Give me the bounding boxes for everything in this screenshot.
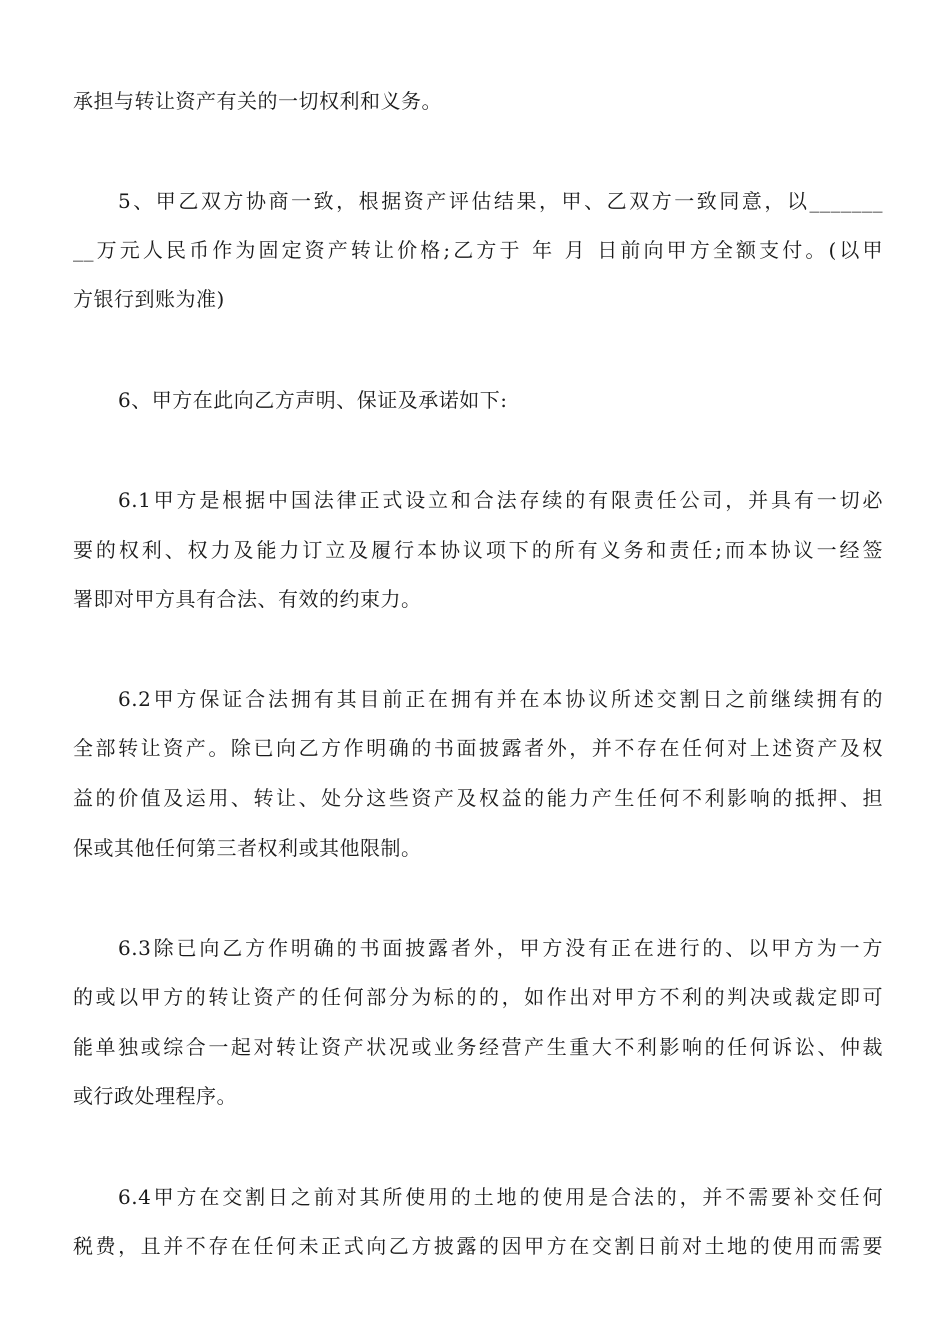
clause-6-1-line-1: 6.1甲方是根据中国法律正式设立和合法存续的有限责任公司，并具有一切必 xyxy=(118,488,883,512)
clause-6-4-line-2: 税费，且并不存在任何未正式向乙方披露的因甲方在交割日前对土地的使用而需要 xyxy=(73,1234,883,1258)
clause-6-2-line-1: 6.2甲方保证合法拥有其目前正在拥有并在本协议所述交割日之前继续拥有的 xyxy=(118,687,883,711)
clause-6-1-line-3: 署即对甲方具有合法、有效的约束力。 xyxy=(73,587,422,611)
clause-6-1-line-2: 要的权利、权力及能力订立及履行本协议项下的所有义务和责任;而本协议一经签 xyxy=(73,538,883,562)
clause-5-line-2: __万元人民币作为固定资产转让价格;乙方于 年 月 日前向甲方全额支付。(以甲 xyxy=(73,238,883,262)
clause-5-line-3: 方银行到账为准) xyxy=(73,287,225,311)
clause-6-3-line-4: 或行政处理程序。 xyxy=(73,1084,237,1108)
clause-6-3-line-2: 的或以甲方的转让资产的任何部分为标的的，如作出对甲方不利的判决或裁定即可 xyxy=(73,985,883,1009)
clause-6-2-line-4: 保或其他任何第三者权利或其他限制。 xyxy=(73,836,422,860)
clause-5-line-1: 5、甲乙双方协商一致，根据资产评估结果，甲、乙双方一致同意，以_______ xyxy=(118,189,883,213)
clause-6-2-line-2: 全部转让资产。除已向乙方作明确的书面披露者外，并不存在任何对上述资产及权 xyxy=(73,736,883,760)
text-line-1: 承担与转让资产有关的一切权利和义务。 xyxy=(73,89,442,113)
clause-6-heading: 6、甲方在此向乙方声明、保证及承诺如下: xyxy=(118,388,508,412)
clause-6-2-line-3: 益的价值及运用、转让、处分这些资产及权益的能力产生任何不利影响的抵押、担 xyxy=(73,786,883,810)
clause-6-3-line-3: 能单独或综合一起对转让资产状况或业务经营产生重大不利影响的任何诉讼、仲裁 xyxy=(73,1035,883,1059)
clause-6-3-line-1: 6.3除已向乙方作明确的书面披露者外，甲方没有正在进行的、以甲方为一方 xyxy=(118,936,883,960)
clause-6-4-line-1: 6.4甲方在交割日之前对其所使用的土地的使用是合法的，并不需要补交任何 xyxy=(118,1185,883,1209)
